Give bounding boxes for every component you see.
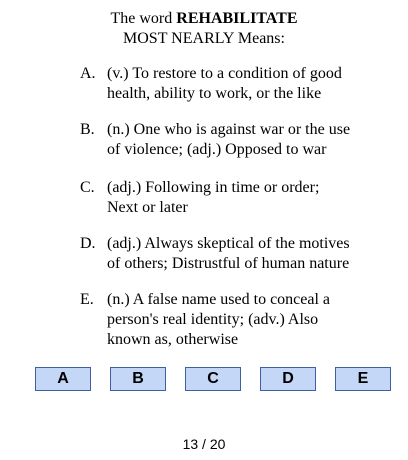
option-text: (adj.) Always skeptical of the motives of others; Distrustful of human nature <box>107 235 350 272</box>
option-text: (v.) To restore to a condition of good health, ability to work, or the like <box>107 65 342 102</box>
option-letter: D. <box>80 235 96 252</box>
option-text: (adj.) Following in time or order; Next or later <box>107 179 320 216</box>
answer-b-button[interactable]: B <box>110 367 166 391</box>
answer-e-button[interactable]: E <box>335 367 391 391</box>
option-letter: E. <box>80 291 94 308</box>
answer-c-button[interactable]: C <box>185 367 241 391</box>
question-prefix: The word <box>110 10 177 27</box>
answer-d-button[interactable]: D <box>260 367 316 391</box>
option-text: (n.) A false name used to conceal a person's real identity; (adv.) Also known as, otherwise <box>107 291 331 348</box>
option-text: (n.) One who is against war or the use of violence; (adj.) Opposed to war <box>107 121 351 158</box>
question-word: REHABILITATE <box>176 10 298 27</box>
answer-a-button[interactable]: A <box>35 367 91 391</box>
answer-button-row <box>0 367 408 393</box>
option-letter: A. <box>80 65 96 82</box>
option-letter: C. <box>80 179 95 196</box>
question-line-2: MOST NEARLY Means: <box>123 30 285 47</box>
page-counter: 13 / 20 <box>182 436 226 452</box>
question-prompt <box>0 9 408 49</box>
option-letter: B. <box>80 121 95 138</box>
question-line-1 <box>0 9 408 29</box>
